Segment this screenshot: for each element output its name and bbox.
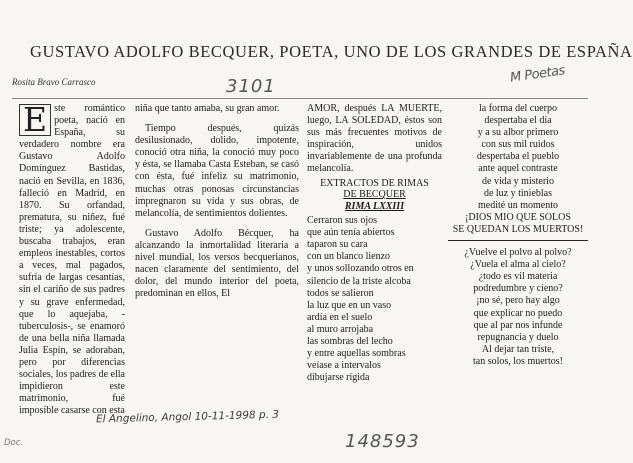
poem-verse-part-1: Cerraron sus ojos que aún tenía abiertos taparon su cara con un blanco lienzo y unos sollozando otros en silencio de la triste alcoba todos se salieron la luz que en un vaso ardía en el suelo al muro arrojaba las sombras del lecho y entre aquellas sombras veíase a intervalos dibujarse rígida	[307, 215, 414, 384]
article-column-4	[448, 103, 588, 403]
column-2-paragraph-3: Gustavo Adolfo Bécquer, ha alcanzando la inmortalidad literaria a nivel mundial, los versos becquerianos, nacen claramente del sentimiento, del dolor, del mundo interior del poeta, predominan en ellos, El	[135, 227, 299, 300]
column-3-paragraph-1: AMOR, después LA MUERTE, luego, LA SOLEDAD, éstos son sus más frecuentes motivos de inspiración, unidos invariablemente de una profunda melancolía.	[307, 103, 442, 175]
column-2-paragraph-1: niña que tanto amaba, su gran amor.	[135, 103, 280, 114]
poem-title: RIMA LXXIII	[344, 200, 405, 212]
header-rule	[12, 98, 588, 99]
handwritten-archive-number: 3101	[226, 76, 276, 97]
article-byline: Rosita Bravo Carrasco	[12, 77, 96, 87]
handwritten-corner-note: Doc.	[4, 438, 24, 448]
article-headline: GUSTAVO ADOLFO BECQUER, POETA, UNO DE LOS GRANDES DE ESPAÑA	[30, 42, 633, 61]
article-column-3	[307, 103, 442, 403]
column-2-paragraph-2: Tiempo después, quizás desilusionado, dolido, impotente, conoció otra niña, la conoció muy poco y ésta, se llamaba Casta Esteban, se casó con ésta, fué infeliz su matrimonio, muchas otras ponosas circunstancias impregnaron su vida y sus obras, de melancolía, de sentimientos dolientes.	[135, 123, 299, 219]
column-1-text: ste romántico poeta, nació en España, su verdadero nombre era Gustavo Adolfo Domínguez Bastidas, nació en Sevilla, en 1836, falleció en Madrid, en 1870. Su orfandad, prematura, su niñez, fué triste; ya adolescente, buscaba trabajos, eran empleos inestables, cortos a veces, mal pagados, sufría de largas cesantías, sin el cariño de sus padres y su grave enfermedad, que lo aquejaba, -tuberculosis-, se enamoró de una bella niña llamada Julia Espín, se adoraban, pero por diferencias sociales, los padres de ella impidieron este matrimonio, fué imposible casarse con esta	[19, 103, 125, 417]
stanza-divider	[448, 240, 588, 241]
poems-section-heading	[307, 178, 442, 213]
handwritten-category-mark: M Poetas	[509, 63, 566, 86]
handwritten-source-note: El Angelino, Angol 10-11-1998 p. 3	[95, 408, 280, 426]
article-column-1	[19, 100, 125, 417]
handwritten-catalog-number: 148593	[345, 431, 420, 452]
poems-heading-line-2: DE BECQUER	[343, 189, 406, 201]
poems-heading-line-1: EXTRACTOS DE RIMAS	[320, 177, 429, 189]
article-column-2	[135, 103, 299, 405]
poem-verse-part-3: ¿Vuelve el polvo al polvo? ¿Vuela el alma al cielo? ¿todo es vil materia podredumbre y cieno? ¡no sé, pero hay algo que explicar no puedo que al par nos infunde repugnancia y duelo Al dejar tan triste, tan solos, los muertos!	[464, 247, 572, 367]
poem-verse-part-2: la forma del cuerpo despertaba el día y a su albor primero con sus mil ruidos despertaba el pueblo ante aquel contraste de vida y misterio de luz y tinieblas medité un momento ¡DIOS MIO QUE SOLOS SE QUEDAN LOS MUERTOS!	[452, 103, 584, 235]
drop-cap: E	[19, 104, 51, 136]
